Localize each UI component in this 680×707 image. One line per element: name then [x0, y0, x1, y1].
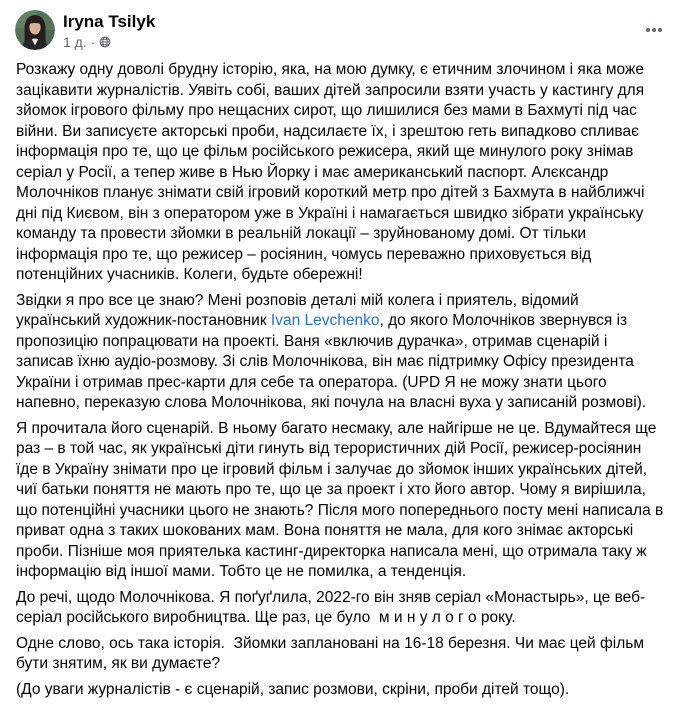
timestamp[interactable]: 1 д.: [63, 34, 87, 50]
post-text-segment: Звідки я про все це знаю? Мені розповів деталі мій колега і приятель, відомий український художник-постановник: [16, 291, 583, 329]
post-header: [0, 0, 680, 50]
meta-separator: ·: [90, 34, 96, 50]
post-meta-line: [63, 34, 155, 50]
post-body: [0, 60, 680, 700]
post-options-button[interactable]: [636, 12, 672, 48]
post-paragraph-3: Я прочитала його сценарій. В ньому багато несмаку, але найгірше не це. Вдумайтеся ще раз – в той час, як українські діти гинуть від терористичних дій Росії, режисер-росіянин їде в Україну знімати про це ігровий фільм і залучає до зйомок інших українських дітей, чиї батьки поняття не мають про те, що це за проект і хто його автор. Чому я вирішила, що потенційні учасники цього не знають? Після мого попереднього посту мені написала в приват одна з таких шокованих мам. Вона поняття не мала, для кого знімає акторські проби. Пізніше моя приятелька кастинг-директорка написала мені, що отримала таку ж інформацію від іншої мами. Тобто це не помилка, а тенденція.: [16, 419, 668, 580]
post-paragraph-1: Розкажу одну доволі брудну історію, яка, на мою думку, є етичним злочином і яка може зацікавити журналістів. Уявіть собі, ваших дітей запросили взяти участь у кастингу для зйомок ігрового фільму про нещасних сирот, що лишилися без мами в Бахмуті під час війни. Ви записуєте акторські проби, надсилаєте їх, і зрештою геть випадково спливає інформація про те, що це фільм російського режисера, який ще минулого року знімав серіал у Росії, а тепер живе в Нью Йорку і має американський паспорт. Алєксандр Молочніков планує знімати свій ігровий короткий метр про дітей з Бахмута в найближчі дні під Києвом, він з оператором уже в Україні і намагається швидко зібрати українську команду та провести зйомки в реальній локації – зруйнованому домі. От тільки інформація про те, що режисер – росіянин, чомусь переважно приховується від потенційних учасників. Колеги, будьте обережні!: [16, 61, 649, 283]
author-block: [63, 10, 155, 50]
author-name[interactable]: Iryna Tsilyk: [63, 12, 156, 31]
globe-icon: [99, 36, 111, 48]
ellipsis-icon: [644, 20, 664, 40]
post-paragraph-6: (До уваги журналістів - є сценарій, запис розмови, скріни, проби дітей тощо).: [16, 680, 570, 698]
avatar[interactable]: [15, 10, 55, 50]
avatar-image: [15, 10, 55, 50]
post-text-segment: , до якого Молочніков звернувся із пропозицію попрацювати на проекті. Ваня «включив дурачка», отримав сценарій і записав їхню аудіо-розмову. Зі слів Молочнікова, він має підтримку Офісу президента України і отримав прес-карти для себе та оператора. (UPD Я не можу знати цього напевно, переказую слова Молочнікова, які почула на власні вуха у записаній розмові).: [16, 312, 647, 411]
post-paragraph-2: [16, 291, 664, 414]
ivan-levchenko-link[interactable]: Ivan Levchenko: [270, 312, 380, 329]
post-paragraph-5: Одне слово, ось така історія. Зйомки заплановані на 16-18 березня. Чи має цей фільм бути знятим, як ви думаєте?: [16, 634, 649, 672]
post-paragraph-4: До речі, щодо Молочнікова. Я поґуґлила, 2022-го він зняв серіал «Монастырь», це веб-серіал російського виробництва. Ще раз, це було м и н у л о г о року.: [16, 588, 646, 626]
